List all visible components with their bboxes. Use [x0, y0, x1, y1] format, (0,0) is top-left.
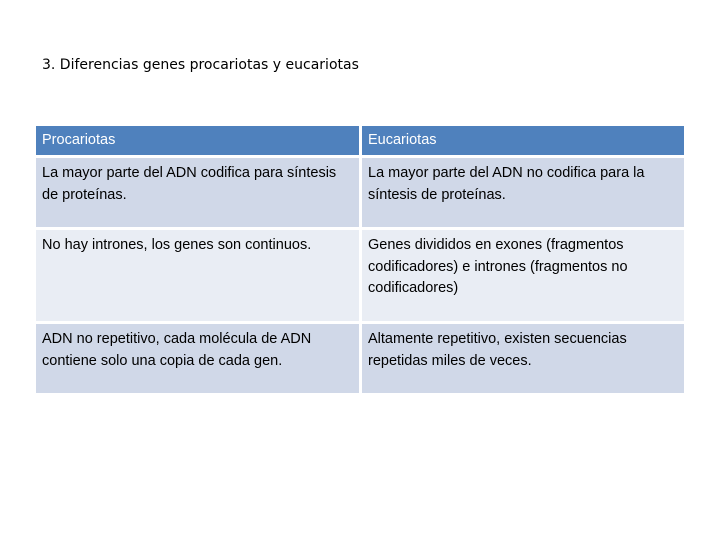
header-eucariotas: Eucariotas	[359, 126, 684, 155]
table-cell: Genes divididos en exones (fragmentos codificadores) e intrones (fragmentos no codificadores)	[359, 227, 684, 321]
table-cell: La mayor parte del ADN codifica para síntesis de proteínas.	[36, 155, 359, 227]
table-cell: Altamente repetitivo, existen secuencias repetidas miles de veces.	[359, 321, 684, 393]
header-procariotas: Procariotas	[36, 126, 359, 155]
table-row	[36, 227, 684, 321]
table-row	[36, 321, 684, 393]
table-header-row	[36, 126, 684, 155]
table-row	[36, 155, 684, 227]
page-title: 3. Diferencias genes procariotas y eucariotas	[42, 57, 359, 73]
table-cell: ADN no repetitivo, cada molécula de ADN contiene solo una copia de cada gen.	[36, 321, 359, 393]
table-cell: No hay intrones, los genes son continuos.	[36, 227, 359, 321]
table-cell: La mayor parte del ADN no codifica para la síntesis de proteínas.	[359, 155, 684, 227]
comparison-table	[36, 126, 684, 393]
